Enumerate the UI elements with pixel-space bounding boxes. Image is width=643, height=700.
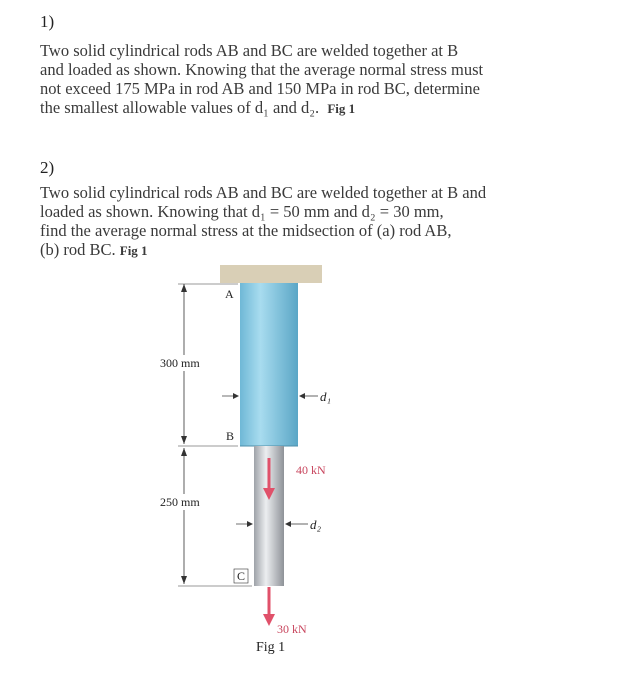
tick-bc-left-arrow [247,521,253,527]
tick-ab-left-arrow [233,393,239,399]
d1-label: d₁ [320,389,332,404]
problem-2-line-2: loaded as shown. Knowing that d₁ = 50 mm and d₂ = 30 mm, [40,202,444,221]
problem-2-line-1: Two solid cylindrical rods AB and BC are welded together at B and [40,183,487,202]
dim-label-ab: 300 mm [160,356,200,370]
problem-1-line-1: Two solid cylindrical rods AB and BC are welded together at B [40,41,459,60]
d1-pointer-arrow [299,393,305,399]
d2-pointer-arrow [285,521,291,527]
problem-2-fig-ref: Fig 1 [119,243,148,258]
rod-figure [140,262,340,642]
point-label-b: B [226,429,235,443]
problem-1-line-4: the smallest allowable values of d₁ and d₂. [40,98,320,117]
problem-2-line-4: (b) rod BC. [40,240,116,259]
problem-1-text [40,41,545,118]
point-label-a: A [225,287,234,301]
d2-label: d₂ [310,517,322,532]
problem-1-fig-ref: Fig 1 [327,101,356,116]
load-c-label: 30 kN [277,622,307,636]
ceiling-support [220,265,322,283]
problem-2-number: 2) [40,158,55,177]
dim-label-bc: 250 mm [160,495,200,509]
problem-1-line-3: not exceed 175 MPa in rod AB and 150 MPa in rod BC, determine [40,79,480,98]
dim-arrow-ab-bottom [181,436,187,444]
rod-ab [240,283,298,446]
load-c-arrowhead [263,614,275,626]
problem-1-number: 1) [40,12,55,31]
dim-arrow-bc-bottom [181,576,187,584]
point-label-c: C [237,569,246,583]
figure-caption: Fig 1 [256,640,286,655]
dim-arrow-bc-top [181,448,187,456]
load-b-label: 40 kN [296,463,326,477]
problem-1-line-2: and loaded as shown. Knowing that the average normal stress must [40,60,484,79]
problem-2-line-3: find the average normal stress at the midsection of (a) rod AB, [40,221,452,240]
dim-arrow-ab-top [181,284,187,292]
problem-2-text [40,183,550,260]
